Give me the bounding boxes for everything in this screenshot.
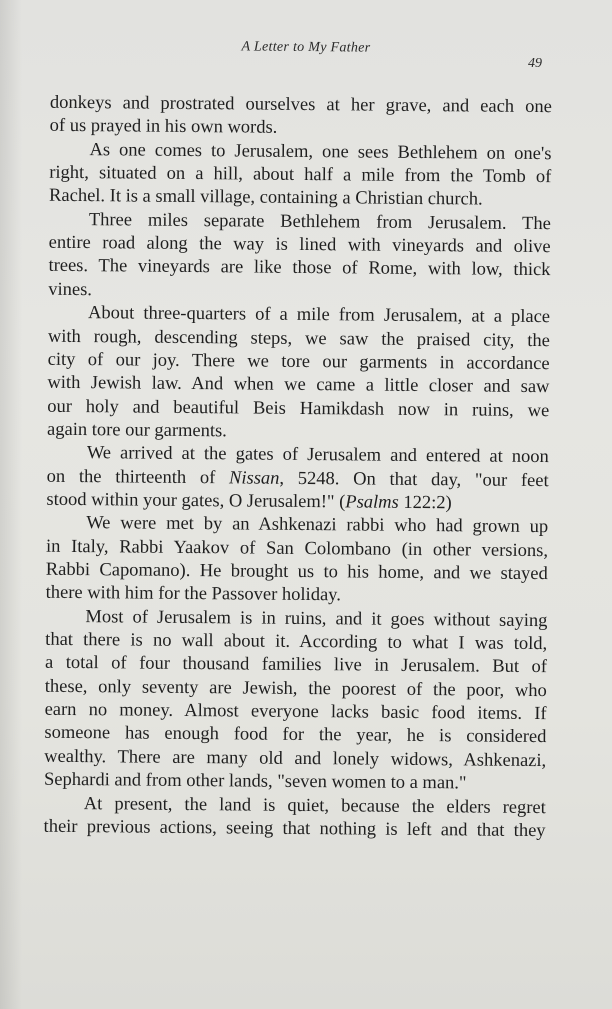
text-line: Three miles separate Bethlehem from Jerusalem. The <box>88 209 551 234</box>
text-line: As one comes to Jerusalem, one sees Bethlehem on one's <box>89 139 552 164</box>
text-line: right, situated on a hill, about half a mile from the Tomb of <box>49 162 552 188</box>
text-line: our holy and beautiful Beis Hamikdash now in ruins, we <box>47 396 550 421</box>
text-line: We were met by an Ashkenazi rabbi who had grown up <box>86 513 549 538</box>
text-line: wealthy. There are many old and lonely widows, Ashkenazi, <box>44 746 547 771</box>
text-line: entire road along the way is lined with vineyards and olive <box>48 232 551 258</box>
text-line: with Jewish law. And when we came a little closer and saw <box>47 372 550 398</box>
text-line: again tore our garments. <box>46 419 227 442</box>
text-line: these, only seventy are Jewish, the poorest of the poor, who <box>44 676 547 701</box>
text-line: stood within your gates, O Jerusalem!" (Psalms 122:2) <box>46 489 452 514</box>
text-line: their previous actions, seeing that nothing is left and that they <box>43 816 546 841</box>
text-line: with rough, descending steps, we saw the praised city, the <box>47 326 550 351</box>
text-line: Most of Jerusalem is in ruins, and it goes without saying <box>85 606 548 631</box>
page-shadow <box>0 0 22 1009</box>
text-line: We arrived at the gates of Jerusalem and entered at noon <box>86 443 549 468</box>
text-line: on the thirteenth of Nissan, 5248. On that day, "our feet <box>46 466 549 491</box>
text-line: in Italy, Rabbi Yaakov of San Colombano (in other versions, <box>45 536 549 561</box>
body-text <box>0 91 612 841</box>
running-title: A Letter to My Father <box>241 39 371 56</box>
text-line: vines. <box>48 279 93 300</box>
text-line: At present, the land is quiet, because the elders regret <box>83 793 546 818</box>
text-line: trees. The vineyards are like those of Rome, with low, thick <box>48 256 551 281</box>
text-line: Rabbi Capomano). He brought us to his home, and we stayed <box>45 559 548 585</box>
text-line: a total of four thousand families live in Jerusalem. But of <box>44 653 548 678</box>
text-line: earn no money. Almost everyone lacks basic food items. If <box>44 699 547 725</box>
text-line: that there is no wall about it. According to what I was told, <box>45 629 548 655</box>
text-line: About three-quarters of a mile from Jerusalem, at a place <box>87 303 551 328</box>
text-line: someone has enough food for the year, he is considered <box>44 723 547 748</box>
page-number: 49 <box>528 56 542 71</box>
text-line: there with him for the Passover holiday. <box>45 583 341 606</box>
text-line: Rachel. It is a small village, containing a Christian church. <box>49 186 483 210</box>
text-line: of us prayed in his own words. <box>49 116 278 139</box>
text-line: donkeys and prostrated ourselves at her grave, and each one <box>49 92 552 118</box>
text-line: city of our joy. There we tore our garments in accordance <box>47 349 550 374</box>
text-line: Sephardi and from other lands, "seven women to a man." <box>43 769 467 794</box>
